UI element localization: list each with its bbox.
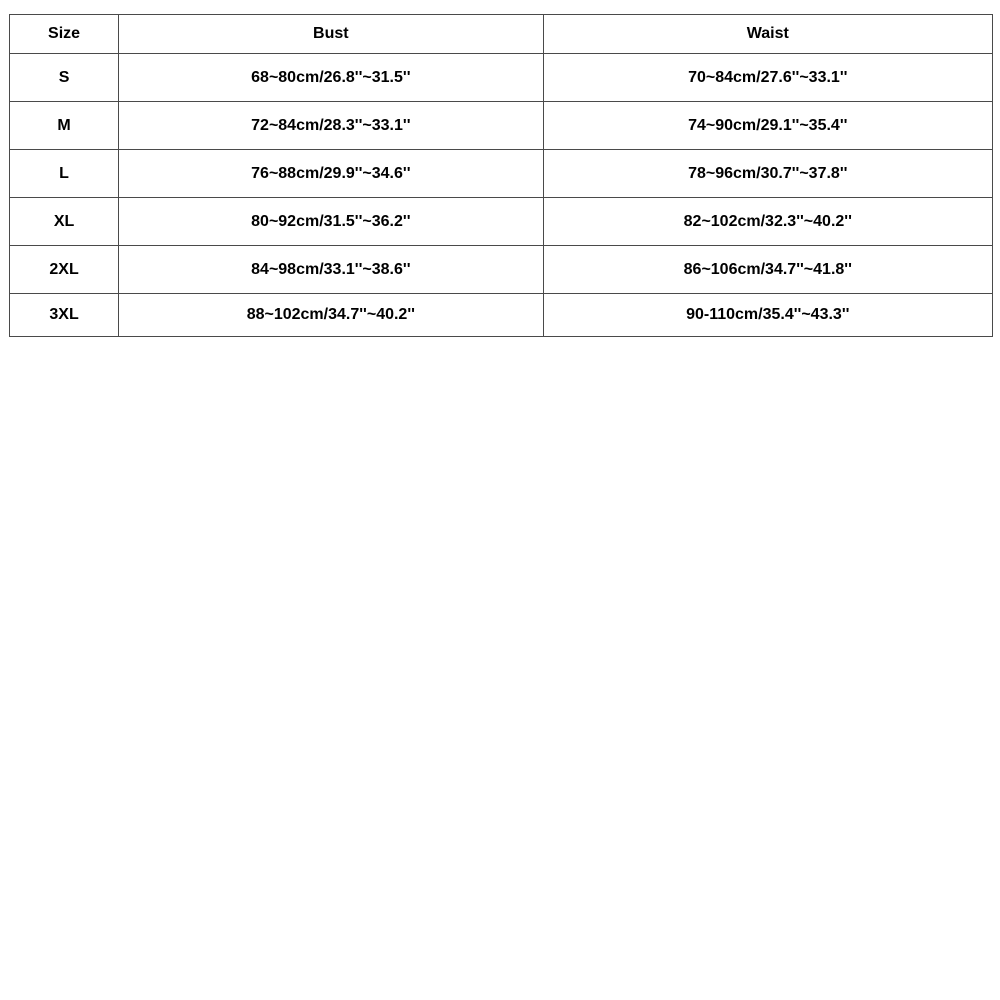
table-row: [10, 102, 993, 150]
header-waist: Waist: [543, 15, 992, 54]
waist-cell: 86~106cm/34.7''~41.8'': [543, 246, 992, 294]
bust-cell: 76~88cm/29.9''~34.6'': [119, 150, 543, 198]
size-cell: XL: [10, 198, 119, 246]
bust-cell: 88~102cm/34.7''~40.2'': [119, 294, 543, 337]
bust-cell: 80~92cm/31.5''~36.2'': [119, 198, 543, 246]
header-bust: Bust: [119, 15, 543, 54]
table-header: [10, 15, 993, 54]
size-cell: M: [10, 102, 119, 150]
size-chart-table: [9, 14, 993, 337]
bust-cell: 84~98cm/33.1''~38.6'': [119, 246, 543, 294]
size-cell: 2XL: [10, 246, 119, 294]
table-body: [10, 54, 993, 337]
waist-cell: 70~84cm/27.6''~33.1'': [543, 54, 992, 102]
bust-cell: 68~80cm/26.8''~31.5'': [119, 54, 543, 102]
size-cell: 3XL: [10, 294, 119, 337]
waist-cell: 90-110cm/35.4''~43.3'': [543, 294, 992, 337]
table-row: [10, 54, 993, 102]
bust-cell: 72~84cm/28.3''~33.1'': [119, 102, 543, 150]
header-size: Size: [10, 15, 119, 54]
waist-cell: 78~96cm/30.7''~37.8'': [543, 150, 992, 198]
table-row: [10, 150, 993, 198]
waist-cell: 82~102cm/32.3''~40.2'': [543, 198, 992, 246]
table-row: [10, 246, 993, 294]
waist-cell: 74~90cm/29.1''~35.4'': [543, 102, 992, 150]
table-row: [10, 198, 993, 246]
size-cell: L: [10, 150, 119, 198]
header-row: [10, 15, 993, 54]
table-row: [10, 294, 993, 337]
size-cell: S: [10, 54, 119, 102]
